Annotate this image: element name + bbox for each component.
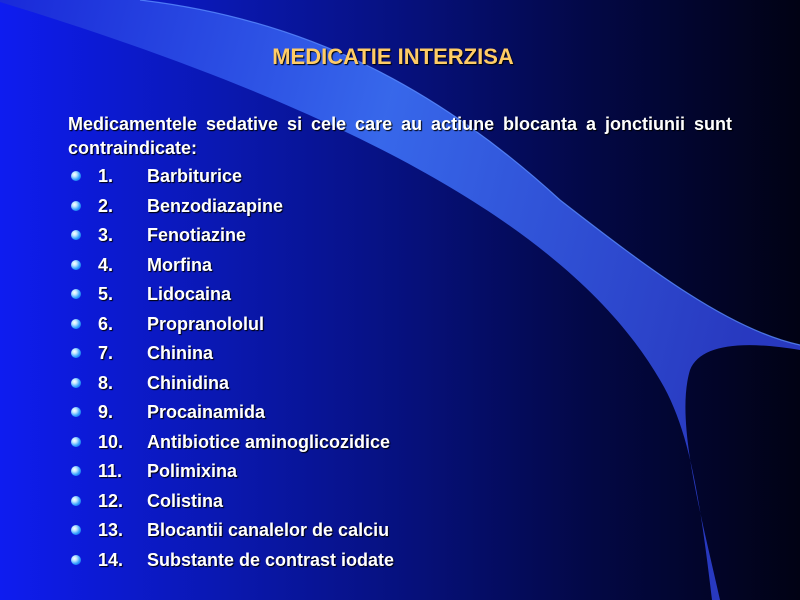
item-text: Propranololul [147,313,264,334]
item-number: 6. [98,313,114,334]
item-number: 8. [98,372,114,393]
item-text: Procainamida [147,402,266,422]
item-number: 14. [98,549,124,570]
item-number: 12. [98,490,124,511]
list-item [68,489,768,519]
list-item [68,312,768,342]
item-text: Fenotiazine [147,225,247,245]
list-item [68,341,768,371]
intro-text: Medicamentele sedative si cele care au actiune blocanta a jonctiunii sunt contraindicate: [68,114,732,158]
list-item [68,430,768,460]
bullet-icon [71,555,81,565]
list-item [68,282,768,312]
item-text: Substante de contrast iodate [147,549,395,570]
bullet-icon [71,260,81,270]
item-number: 2. [98,195,114,216]
item-number: 1. [98,166,114,186]
list-item [68,253,768,283]
slide-title: MEDICATIE INTERZISA [272,44,514,69]
bullet-icon [71,289,81,299]
item-number: 13. [98,520,124,540]
item-text: Blocantii canalelor de calciu [147,520,390,540]
intro-paragraph [68,112,732,160]
bullet-icon [71,378,81,388]
bullet-icon [71,407,81,417]
list-item [68,459,768,489]
item-number: 4. [98,254,114,275]
bullet-icon [71,230,81,240]
item-text: Lidocaina [147,284,232,304]
item-number: 5. [98,284,114,304]
bullet-icon [71,466,81,476]
list-item [68,194,768,224]
bullet-icon [71,319,81,329]
bullet-icon [71,171,81,181]
item-text: Benzodiazapine [147,195,284,216]
bullet-icon [71,437,81,447]
bullet-icon [71,201,81,211]
item-number: 11. [98,461,123,481]
bullet-icon [71,348,81,358]
item-number: 7. [98,343,114,363]
item-text: Morfina [147,254,212,275]
item-number: 3. [98,225,114,245]
bullet-icon [71,496,81,506]
item-number: 10. [98,431,124,452]
item-text: Polimixina [147,461,238,481]
item-text: Antibiotice aminoglicozidice [147,431,391,452]
list-item [68,518,768,548]
item-text: Chinina [147,343,213,363]
item-number: 9. [98,402,114,422]
list-item [68,400,768,430]
item-text: Barbiturice [147,166,243,186]
medication-list [68,164,768,577]
list-item [68,223,768,253]
item-text: Chinidina [147,372,229,393]
item-text: Colistina [147,490,224,511]
bullet-icon [71,525,81,535]
list-item [68,164,768,194]
list-item [68,371,768,401]
list-item [68,548,768,578]
